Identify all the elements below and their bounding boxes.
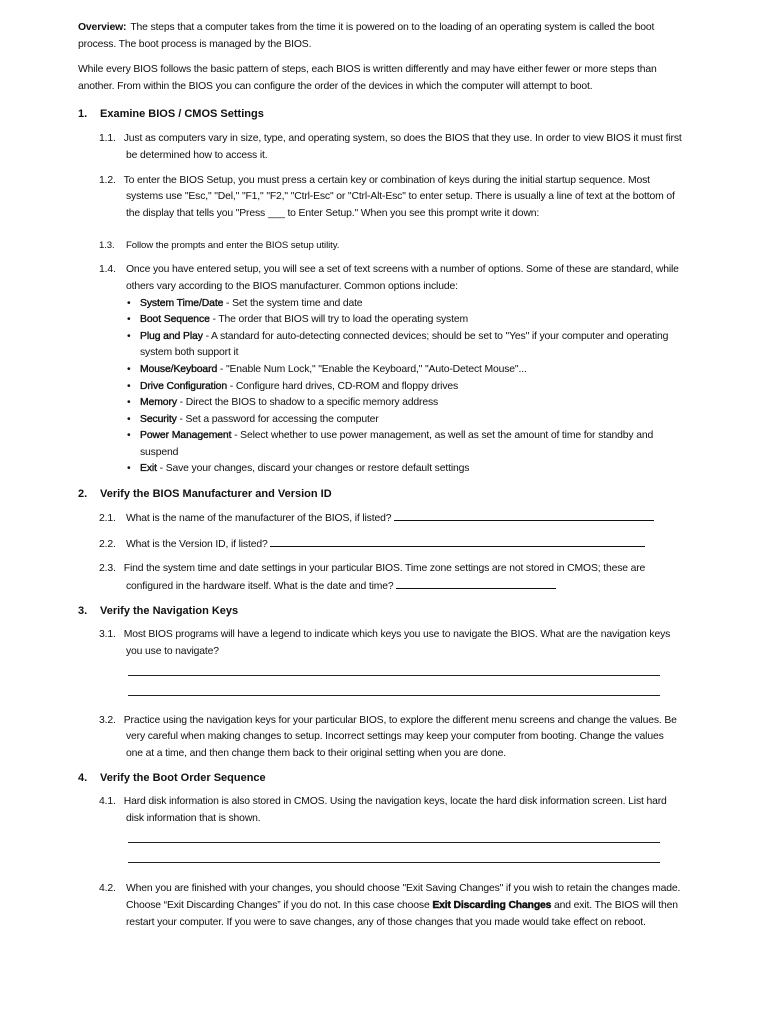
item-3-1: 3.1. Most BIOS programs will have a legend to indicate which keys you use to navigate the BIOS. What are the navigation keys you use to navigate? (99, 629, 671, 658)
section-heading-2 (78, 486, 682, 502)
item-1-2: 1.2. To enter the BIOS Setup, you must press a certain key or combination of keys during the initial startup sequence. Most systems use "Esc," "Del," "F1," "F2," "Ctrl-Esc" or "Ctrl-Alt-Esc" to enter setup. There is usually a line of text at the bottom of the display that tells you "Press ___ to Enter Setup." When you see this prompt write it down: (99, 174, 675, 219)
item-2-1: 2.1. What is the name of the manufacturer of the BIOS, if listed? (78, 510, 682, 528)
item-1-4: 1.4. Once you have entered setup, you will see a set of text screens with a number of options. Some of these are standard, while others vary according to the BIOS manufacturer. Common options include: (99, 264, 679, 292)
section-number: 2. (78, 488, 88, 501)
section-heading-4 (78, 770, 682, 786)
list-item: • Memory - Direct the BIOS to shadow to a specific memory address (127, 397, 439, 409)
list-item: • Plug and Play - A standard for auto-detecting connected devices; should be set to "Yes" if your computer and operating system both support it (127, 330, 669, 359)
section-title: Verify the Navigation Keys (100, 605, 239, 618)
item-1-3: 1.3. Follow the prompts and enter the BIOS setup utility. (99, 240, 340, 252)
bios-options-list (78, 296, 682, 479)
list-item: • Boot Sequence - The order that BIOS will try to load the operating system (127, 314, 468, 326)
list-item: • Exit - Save your changes, discard your changes or restore default settings (127, 463, 470, 475)
list-item: • Drive Configuration - Configure hard drives, CD-ROM and floppy drives (127, 380, 459, 392)
list-item: • System Time/Date - Set the system time and date (127, 297, 363, 309)
item-2-2: 2.2. What is the Version ID, if listed? (78, 536, 682, 554)
section-heading-3 (78, 603, 682, 619)
section-title: Verify the BIOS Manufacturer and Version ID (100, 488, 332, 501)
item-4-2: 4.2. When you are finished with your changes, you should choose "Exit Saving Changes" if you wish to retain the changes made. Choose “Exit Discarding Changes” if you do not. In this case choose Exit Discarding Changes and exit. The BIOS will then restart your computer. If you were to save changes, any of those changes that you made would take effect on reboot. (99, 882, 681, 929)
section-number: 1. (78, 108, 88, 121)
item-2-3: 2.3. Find the system time and date settings in your particular BIOS. Time zone settings are not stored in CMOS; these are configured in the hardware itself. What is the date and time? (99, 563, 646, 592)
list-item: • Mouse/Keyboard - "Enable Num Lock," "Enable the Keyboard," "Auto-Detect Mouse"... (127, 363, 527, 375)
section-number: 4. (78, 772, 88, 785)
overview-paragraph (78, 20, 682, 53)
list-item: • Power Management - Select whether to use power management, as well as set the amount of time for standby and suspend (127, 430, 654, 458)
section-title: Examine BIOS / CMOS Settings (100, 108, 264, 121)
answer-line[interactable] (128, 862, 660, 863)
answer-line[interactable] (128, 675, 660, 676)
overview-text: The steps that a computer takes from the time it is powered on to the loading of an operating system is called the boot process. The boot process is managed by the BIOS. (78, 22, 655, 50)
answer-lines (78, 828, 682, 880)
section-heading-1 (78, 106, 682, 122)
item-1-1: 1.1. Just as computers vary in size, type, and operating system, so does the BIOS that they use. In order to view BIOS it must first be determined how to access it. (99, 133, 682, 161)
document-page (78, 20, 682, 932)
intro-paragraph: While every BIOS follows the basic pattern of steps, each BIOS is written differently and may have either fewer or more steps than another. From within the BIOS you can configure the order of the devices in which the computer will attempt to boot. (78, 64, 657, 92)
answer-line[interactable] (128, 842, 660, 843)
item-3-2: 3.2. Practice using the navigation keys for your particular BIOS, to explore the different menu screens and change the values. Be very careful when making changes to setup. Incorrect settings may keep your computer from booting. Change the values one at a time, and then change them back to their original setting when you are done. (99, 714, 677, 759)
section-number: 3. (78, 605, 88, 618)
answer-blank[interactable] (396, 578, 556, 589)
list-item: • Security - Set a password for accessing the computer (127, 413, 379, 425)
answer-blank[interactable] (394, 510, 654, 521)
answer-lines (78, 661, 682, 713)
overview-label: Overview: (78, 22, 127, 33)
answer-blank[interactable] (270, 536, 645, 547)
answer-line[interactable] (128, 695, 660, 696)
section-title: Verify the Boot Order Sequence (100, 772, 266, 785)
item-4-1: 4.1. Hard disk information is also stored in CMOS. Using the navigation keys, locate the hard disk information screen. List hard disk information that is shown. (99, 796, 667, 824)
